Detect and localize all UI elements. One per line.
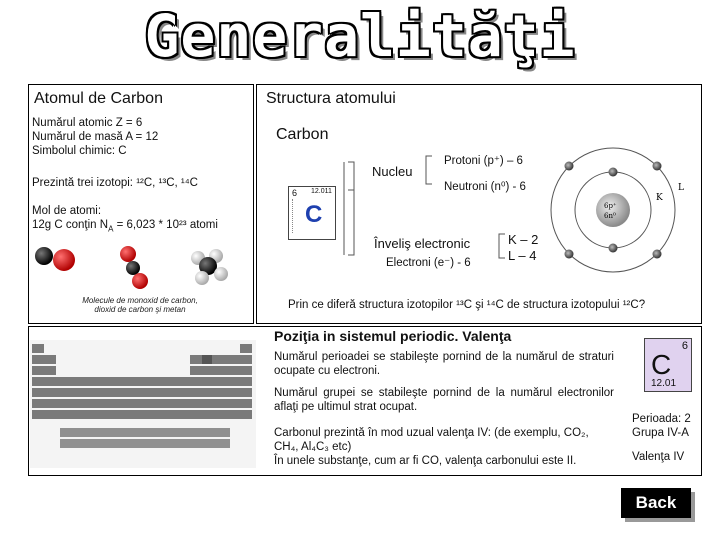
isotope-14: ¹⁴C [180,177,198,189]
protons-label: Protoni (p⁺) – 6 [444,155,523,167]
periodic-table-image [30,340,256,468]
period-info: Perioada: 2 [632,413,691,425]
bohr-model-diagram [538,140,688,280]
isotope-12: ¹²C [136,177,153,189]
structure-tile-details [292,199,307,233]
element-name: Carbon [276,126,329,143]
structure-tile-number: 6 [292,188,298,198]
nucleus-label: Nucleu [372,164,413,179]
orbit-l-label: L [678,183,684,193]
mole-sub: A [108,224,114,234]
structure-tile-mass: 12.011 [311,188,332,195]
group-info: Grupa IV-A [632,427,689,439]
mass-number: Numărul de masă A = 12 [32,131,159,143]
isotopes-line: Prezintă trei izotopi: ¹²C, ¹³C, ¹⁴C [32,177,198,189]
molecule-caption [40,296,240,314]
group-paragraph: Numărul grupei se stabileşte pornind de la numărul electronilor aflaţi pe ultimul strat ocupat. [274,387,614,413]
shell-l-label: L – 4 [508,248,537,263]
methane-molecule [191,249,228,285]
valence-info: Valenţa IV [632,451,685,463]
orbit-k-label: K [656,193,663,203]
chemical-symbol: Simbolul chimic: C [32,145,127,157]
electron-k1 [609,168,618,177]
electrons-label: Electroni (e⁻) - 6 [386,257,471,269]
mole-line [32,218,218,236]
neutrons-label: Neutroni (n⁰) - 6 [444,181,526,193]
periodic-table-carbon-highlight [202,355,212,364]
atom-structure-header: Structura atomului [266,90,396,107]
carbon-tile-symbol: C [651,349,672,380]
period-paragraph: Numărul perioadei se stabileşte pornind de la numărul de straturi ocupate cu electroni. [274,351,614,377]
structure-element-tile [288,186,336,240]
carbon-monoxide-molecule [35,247,75,271]
mole-title: Mol de atomi: [32,205,102,217]
carbon-dioxide-molecule [120,246,148,289]
nucleus-neutrons: 6n⁰ [604,212,616,220]
valence-paragraph: Carbonul prezintă în mod uzual valenţa IV: (de exemplu, CO₂, CH₄, Al₄C₃ etc) [274,427,589,453]
carbon-tile-number: 6 [681,340,688,352]
molecule-caption-line1: Molecule de monoxid de carbon, [82,296,198,305]
electron-k2 [609,244,618,253]
mole-text: 12g C conţin N [32,219,109,231]
electron-l2 [653,162,662,171]
molecule-caption-line2: dioxid de carbon şi metan [94,305,186,314]
structure-tile-symbol: C [305,201,323,228]
carbon-tile-mass: 12.01 [651,378,677,389]
electron-l3 [565,250,574,259]
nucleus-sphere [596,193,630,227]
isotope-13: ¹³C [158,177,175,189]
atomic-number: Numărul atomic Z = 6 [32,117,143,129]
page-title: Generalităţi [144,2,576,70]
electron-shell-label: Înveliş electronic [374,236,471,251]
periodic-header: Poziţia in sistemul periodic. Valenţa [274,328,512,344]
electron-l1 [565,162,574,171]
mole-value: = 6,023 * 10²³ atomi [113,219,218,231]
isotope-question: Prin ce diferă structura izotopilor ¹³C şi ¹⁴C de structura izotopului ¹²C? [288,299,646,311]
valence-exception: În unele substanţe, cum ar fi CO, valenţa carbonului este II. [274,455,577,467]
shell-k-label: K – 2 [508,232,539,247]
carbon-tile [644,338,692,392]
carbon-atom-header: Atomul de Carbon [34,90,163,107]
isotopes-text: Prezintă trei izotopi: [32,177,137,189]
nucleus-protons: 6p⁺ [604,202,617,210]
back-button[interactable]: Back [621,488,691,518]
molecules-illustration [30,236,250,296]
electron-l4 [653,250,662,259]
structure-brackets [340,150,520,270]
